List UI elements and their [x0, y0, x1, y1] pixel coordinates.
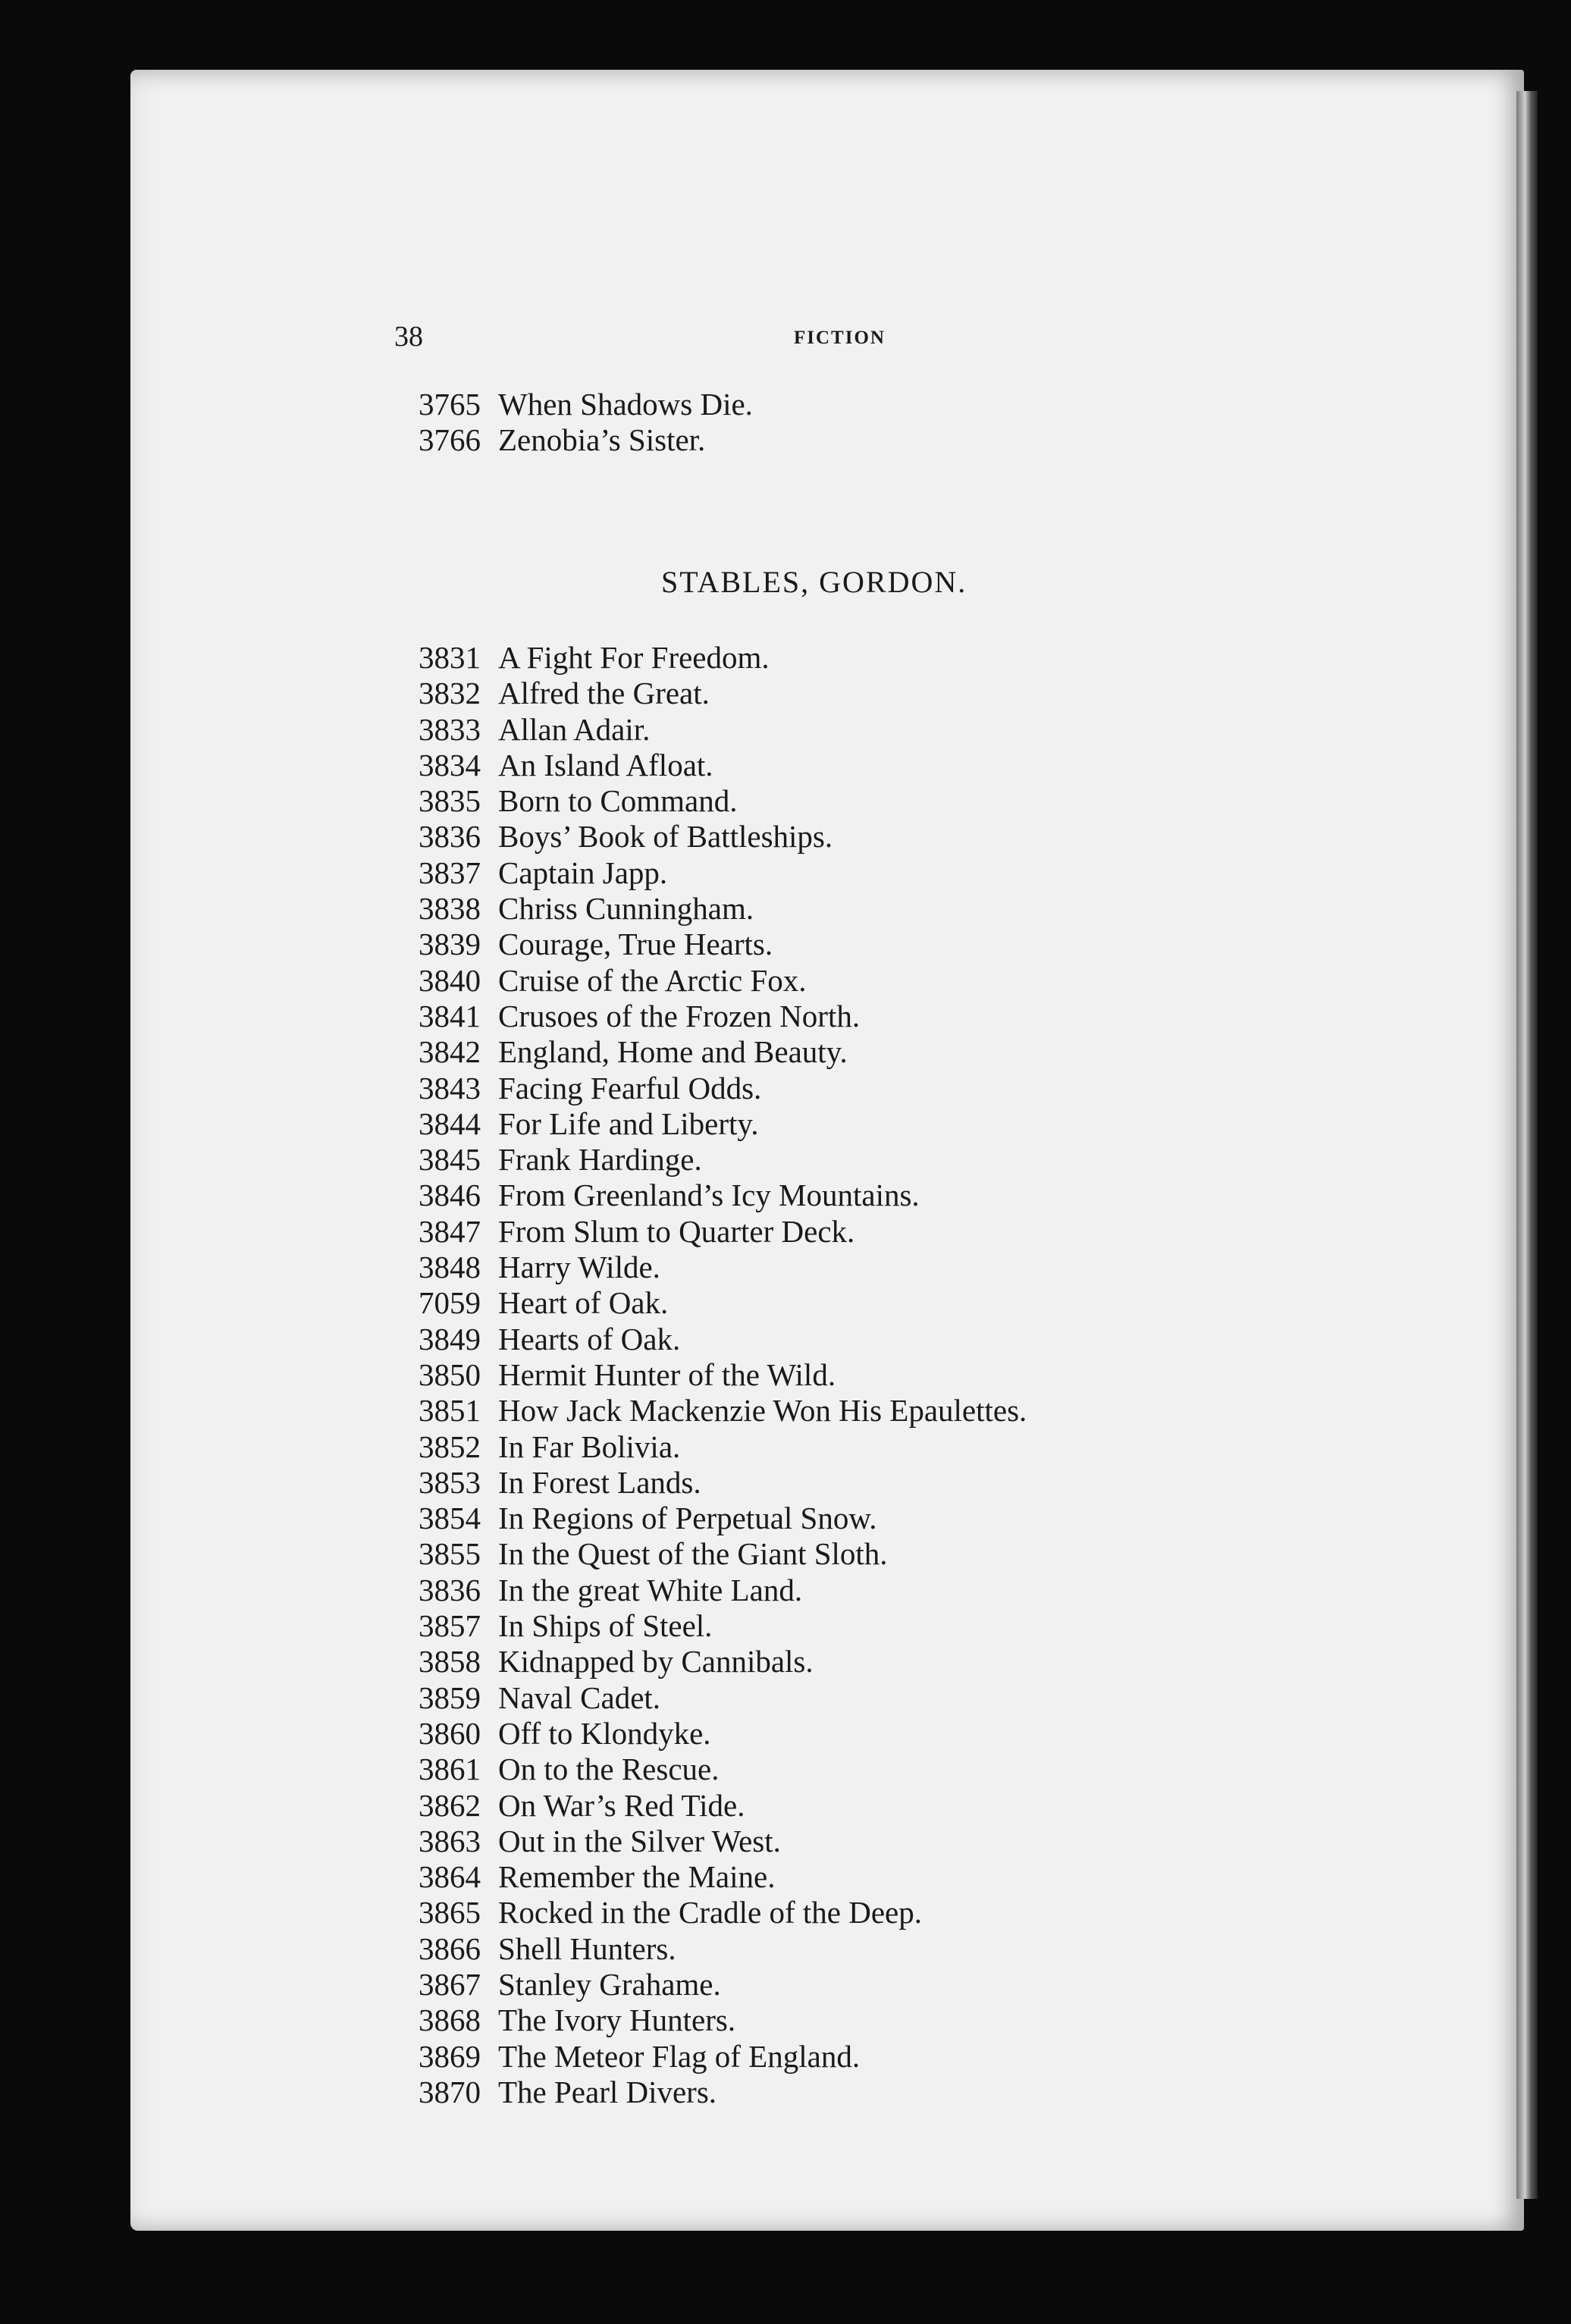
entry-number: 3765	[419, 387, 481, 422]
entry-title: Facing Fearful Odds.	[498, 1070, 762, 1106]
list-item	[419, 1716, 1027, 1752]
entry-title: Harry Wilde.	[498, 1250, 660, 1285]
list-item	[419, 927, 1027, 962]
entry-title: Captain Japp.	[498, 855, 668, 890]
entry-title: Chriss Cunningham.	[498, 891, 754, 927]
entry-title: From Greenland’s Icy Mountains.	[498, 1178, 920, 1213]
entry-title: Shell Hunters.	[498, 1930, 676, 1966]
list-item	[419, 1536, 1027, 1572]
section-entry-list	[419, 640, 1027, 2110]
entry-title: England, Home and Beauty.	[498, 1034, 848, 1070]
book-page	[130, 70, 1524, 2231]
list-item	[419, 1429, 1027, 1465]
entry-number: 3836	[419, 1572, 481, 1607]
entry-title: In the Quest of the Giant Sloth.	[498, 1536, 888, 1572]
entry-number: 3834	[419, 747, 481, 783]
entry-title: Hearts of Oak.	[498, 1321, 681, 1356]
entry-title: Remember the Maine.	[498, 1859, 776, 1895]
list-item	[419, 819, 1027, 855]
entry-title: How Jack Mackenzie Won His Epaulettes.	[498, 1393, 1027, 1429]
list-item	[419, 1824, 1027, 1859]
entry-title: Allan Adair.	[498, 711, 651, 747]
list-item	[419, 1501, 1027, 1536]
section-heading: STABLES, GORDON.	[661, 565, 967, 599]
entry-number: 3855	[419, 1536, 481, 1572]
entry-number: 3868	[419, 2003, 481, 2038]
list-item	[419, 676, 1027, 711]
list-item	[419, 1895, 1027, 1930]
list-item	[419, 1071, 1027, 1106]
entry-number: 3852	[419, 1429, 481, 1464]
entry-number: 3844	[419, 1106, 481, 1141]
entry-number: 3838	[419, 891, 481, 927]
list-item	[419, 2039, 1027, 2075]
entry-number: 3832	[419, 676, 481, 711]
entry-title: Frank Hardinge.	[498, 1142, 702, 1178]
list-item	[419, 891, 1027, 927]
entry-number: 3846	[419, 1178, 481, 1213]
entry-title: Stanley Grahame.	[498, 1966, 721, 2002]
entry-title: Boys’ Book of Battleships.	[498, 819, 833, 855]
entry-number: 3866	[419, 1930, 481, 1966]
list-item	[419, 1178, 1027, 1213]
entry-title: Naval Cadet.	[498, 1679, 661, 1715]
list-item	[419, 1752, 1027, 1787]
entry-title: Cruise of the Arctic Fox.	[498, 962, 807, 998]
entry-number: 3840	[419, 962, 481, 998]
entry-number: 3836	[419, 819, 481, 855]
entry-number: 3851	[419, 1393, 481, 1429]
entry-title: For Life and Liberty.	[498, 1106, 759, 1141]
entry-number: 3845	[419, 1142, 481, 1178]
entry-title: In Ships of Steel.	[498, 1608, 713, 1644]
list-item	[419, 1034, 1027, 1070]
entry-title: Zenobia’s Sister.	[498, 422, 706, 458]
entry-number: 3837	[419, 855, 481, 890]
entry-number: 3850	[419, 1356, 481, 1392]
list-item	[419, 1357, 1027, 1393]
entry-number: 3865	[419, 1895, 481, 1930]
entry-number: 3859	[419, 1679, 481, 1715]
list-item	[419, 1250, 1027, 1285]
list-item	[419, 783, 1027, 819]
entry-title: Courage, True Hearts.	[498, 927, 773, 962]
entry-title: From Slum to Quarter Deck.	[498, 1213, 855, 1249]
continued-entry-list	[419, 387, 753, 459]
entry-title: In Forest Lands.	[498, 1464, 701, 1500]
list-item	[419, 1393, 1027, 1429]
entry-title: On War’s Red Tide.	[498, 1787, 745, 1823]
entry-number: 3842	[419, 1034, 481, 1070]
list-item	[419, 855, 1027, 891]
entry-number: 3843	[419, 1070, 481, 1106]
list-item	[419, 1106, 1027, 1142]
list-item	[419, 387, 753, 422]
entry-title: When Shadows Die.	[498, 387, 753, 422]
entry-number: 3867	[419, 1966, 481, 2002]
entry-number: 3861	[419, 1752, 481, 1787]
entry-title: The Meteor Flag of England.	[498, 2038, 861, 2074]
entry-number: 3853	[419, 1464, 481, 1500]
list-item	[419, 712, 1027, 748]
entry-number: 3848	[419, 1250, 481, 1285]
list-item	[419, 640, 1027, 676]
entry-title: Off to Klondyke.	[498, 1715, 711, 1751]
entry-title: Rocked in the Cradle of the Deep.	[498, 1895, 923, 1930]
entry-title: In Regions of Perpetual Snow.	[498, 1501, 877, 1536]
entry-number: 3835	[419, 783, 481, 819]
entry-number: 7059	[419, 1285, 481, 1321]
entry-title: An Island Afloat.	[498, 747, 713, 783]
entry-number: 3858	[419, 1644, 481, 1679]
entry-number: 3841	[419, 998, 481, 1033]
list-item	[419, 2075, 1027, 2110]
entry-number: 3849	[419, 1321, 481, 1356]
list-item	[419, 1322, 1027, 1357]
entry-title: On to the Rescue.	[498, 1752, 720, 1787]
list-item	[419, 1573, 1027, 1608]
entry-number: 3831	[419, 640, 481, 675]
entry-title: Crusoes of the Frozen North.	[498, 998, 861, 1033]
entry-number: 3870	[419, 2074, 481, 2109]
list-item	[419, 1788, 1027, 1824]
entry-number: 3854	[419, 1501, 481, 1536]
entry-number: 3857	[419, 1608, 481, 1644]
entry-title: A Fight For Freedom.	[498, 640, 770, 675]
list-item	[419, 1214, 1027, 1250]
entry-number: 3864	[419, 1859, 481, 1895]
page-edge	[1516, 91, 1538, 2199]
entry-title: Hermit Hunter of the Wild.	[498, 1356, 836, 1392]
list-item	[419, 2003, 1027, 2038]
list-item	[419, 1608, 1027, 1644]
list-item	[419, 1967, 1027, 2003]
entry-title: The Ivory Hunters.	[498, 2003, 736, 2038]
entry-title: Out in the Silver West.	[498, 1823, 781, 1858]
entry-number: 3839	[419, 927, 481, 962]
entry-title: Born to Command.	[498, 783, 738, 819]
list-item	[419, 1680, 1027, 1716]
entry-number: 3833	[419, 711, 481, 747]
list-item	[419, 963, 1027, 999]
running-head: FICTION	[794, 328, 886, 348]
entry-title: In the great White Land.	[498, 1572, 803, 1607]
page-header	[130, 320, 1524, 365]
entry-title: The Pearl Divers.	[498, 2074, 717, 2109]
list-item	[419, 748, 1027, 783]
list-item	[419, 1931, 1027, 1967]
entry-title: Heart of Oak.	[498, 1285, 669, 1321]
page-number: 38	[394, 321, 423, 353]
list-item	[419, 1142, 1027, 1178]
entry-number: 3869	[419, 2038, 481, 2074]
list-item	[419, 999, 1027, 1034]
entry-title: In Far Bolivia.	[498, 1429, 681, 1464]
list-item	[419, 1859, 1027, 1895]
list-item	[419, 1285, 1027, 1321]
list-item	[419, 422, 753, 458]
entry-number: 3863	[419, 1823, 481, 1858]
entry-number: 3862	[419, 1787, 481, 1823]
list-item	[419, 1465, 1027, 1501]
entry-title: Kidnapped by Cannibals.	[498, 1644, 814, 1679]
entry-number: 3860	[419, 1715, 481, 1751]
entry-number: 3766	[419, 422, 481, 458]
entry-number: 3847	[419, 1213, 481, 1249]
entry-title: Alfred the Great.	[498, 676, 710, 711]
list-item	[419, 1644, 1027, 1679]
